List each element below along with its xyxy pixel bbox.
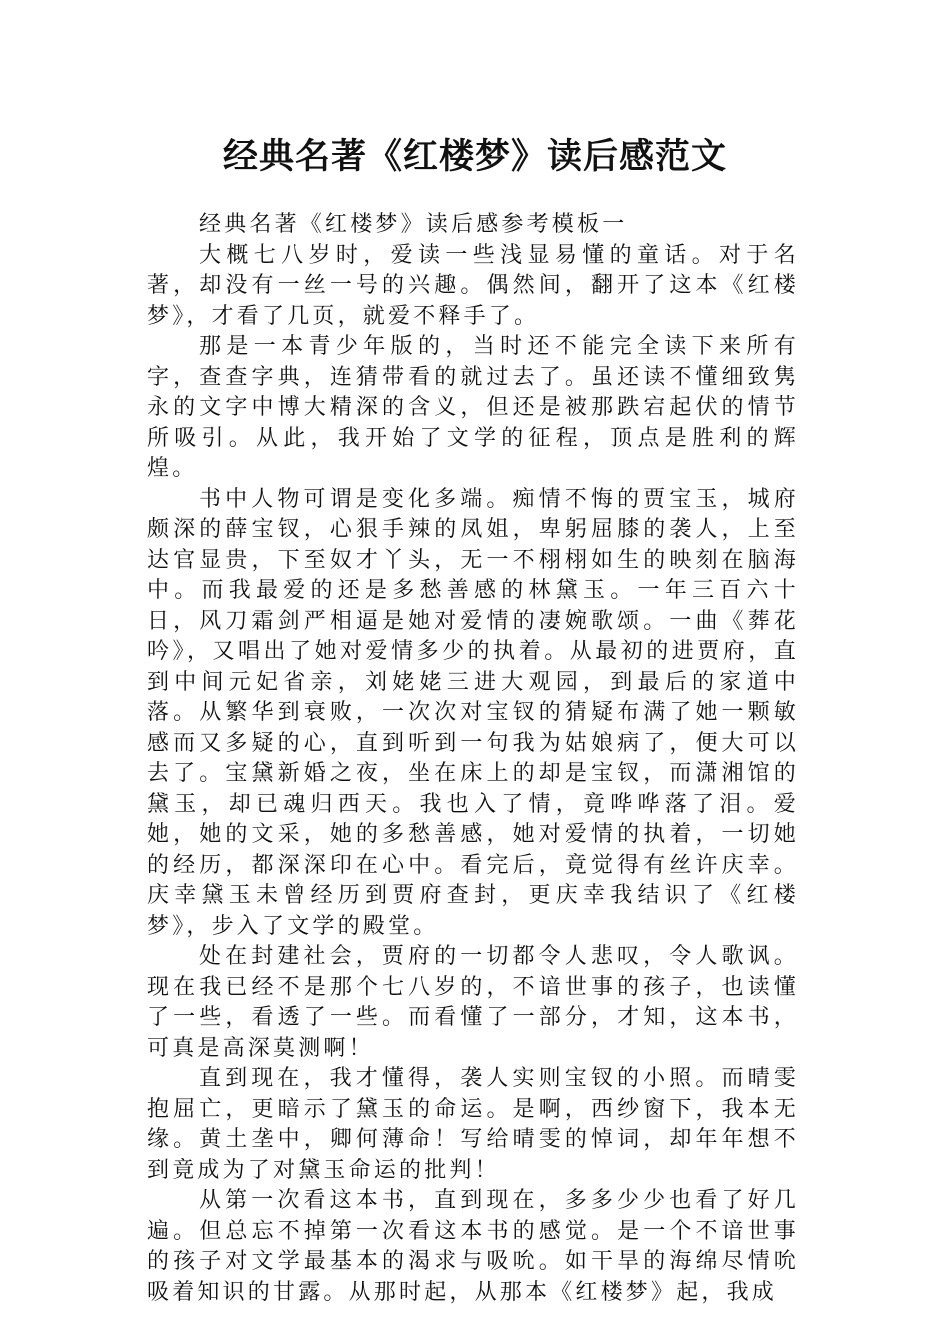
body-paragraph: 书中人物可谓是变化多端。痴情不悔的贾宝玉，城府颇深的薛宝钗，心狠手辣的凤姐，卑躬屈膝的袭人，上至达官显贵，下至奴才丫头，无一不栩栩如生的映刻在脑海中。而我最爱的还是多愁善感的林黛玉。一年三百六十日，风刀霜剑严相逼是她对爱情的凄婉歌颂。一曲《葬花吟》，又唱出了她对爱情多少的执着。从最初的进贾府，直到中间元妃省亲，刘姥姥三进大观园，到最后的家道中落。从繁华到衰败，一次次对宝钗的猜疑布满了她一颗敏感而又多疑的心，直到听到一句我为姑娘病了，便大可以去了。宝黛新婚之夜，坐在床上的却是宝钗，而潇湘馆的黛玉，却已魂归西天。我也入了情，竟哗哗落了泪。爱她，她的文采，她的多愁善感，她对爱情的执着，一切她的经历，都深深印在心中。看完后，竟觉得有丝许庆幸。庆幸黛玉未曾经历到贾府查封，更庆幸我结识了《红楼梦》，步入了文学的殿堂。 xyxy=(147,486,799,939)
document-title: 经典名著《红楼梦》读后感范文 xyxy=(222,137,727,177)
body-paragraph: 直到现在，我才懂得，袭人实则宝钗的小照。而晴雯抱屈亡，更暗示了黛玉的命运。是啊，西纱窗下，我本无缘。黄土垄中，卿何薄命！写给晴雯的悼词，却年年想不到竟成为了对黛玉命运的批判！ xyxy=(147,1066,799,1183)
document-body xyxy=(147,210,799,1308)
subtitle-paragraph: 经典名著《红楼梦》读后感参考模板一 xyxy=(199,212,628,237)
body-paragraph: 处在封建社会，贾府的一切都令人悲叹，令人歌讽。现在我已经不是那个七八岁的，不谙世事的孩子，也读懂了一些，看透了一些。而看懂了一部分，才知，这本书，可真是高深莫测啊！ xyxy=(147,944,799,1061)
body-paragraph: 那是一本青少年版的，当时还不能完全读下来所有字，查查字典，连猜带看的就过去了。虽还读不懂细致隽永的文字中博大精深的含义，但还是被那跌宕起伏的情节所吸引。从此，我开始了文学的征程，顶点是胜利的辉煌。 xyxy=(147,334,799,481)
body-paragraph: 大概七八岁时，爱读一些浅显易懂的童话。对于名著，却没有一丝一号的兴趣。偶然间，翻开了这本《红楼梦》，才看了几页，就爱不释手了。 xyxy=(147,242,799,329)
body-paragraph: 从第一次看这本书，直到现在，多多少少也看了好几遍。但总忘不掉第一次看这本书的感觉。是一个不谙世事的孩子对文学最基本的渴求与吸吮。如干旱的海绵尽情吮吸着知识的甘露。从那时起，从那本《红楼梦》起，我成 xyxy=(147,1188,799,1305)
